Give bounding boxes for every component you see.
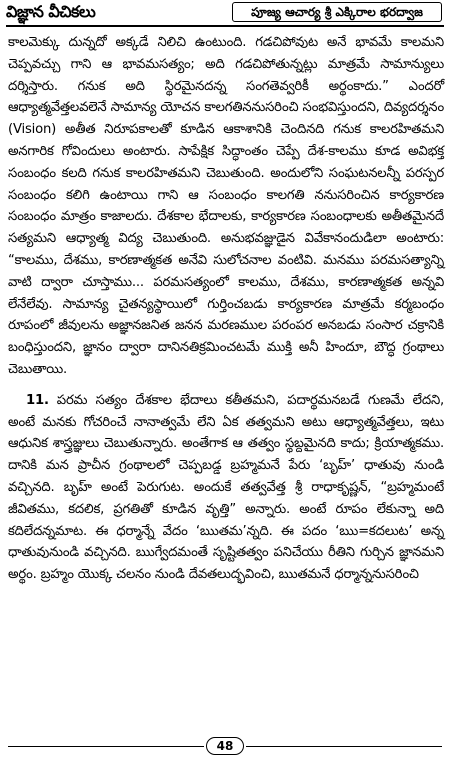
- footer-rule-right: [246, 746, 442, 747]
- paragraph-number: 11.: [26, 392, 49, 408]
- paragraph-continued: [8, 32, 444, 381]
- author-name-box: పూజ్య ఆచార్య శ్రీ ఎక్కిరాల భరద్వాజ: [232, 2, 442, 22]
- page-number: 48: [206, 737, 244, 755]
- page-header: [0, 0, 450, 30]
- header-rule: [6, 25, 444, 27]
- body-text: [8, 32, 444, 586]
- paragraph-11: [8, 390, 444, 586]
- book-title: విజ్ఞాన వీచికలు: [6, 2, 96, 21]
- footer-rule-left: [8, 746, 204, 747]
- paragraph-text: కాలమెక్కు దున్నదో అక్కడే నిలిచి ఉంటుంది. గడచిపోవుట అనే భావమే కాలమని చెప్పవచ్చు గాని ఆ భావమసత్యం; అది గడచిపోతున్నట్లు మాత్రమే సామాన్యులు దర్శిస్తారు. గనుక అది స్థిరమైనదన్న సంగతెవ్వరికీ అర్థంకాదు.” ఎందరో ఆధ్యాత్మవేత్తలవలెనే సామాన్య యోచన కాలగతిననుసరించి సంభవిస్తుందని, దివ్యదర్శనం (Vision) అతీత నిరూపకాలతో కూడిన ఆకాశానికి చెందినది గనుక కాలరహితమని అనగారిక గోవిందులు అంటారు. సాపేక్షిక సిద్ధాంతం చెప్పే దేశ-కాలము కూడ అవిభక్త సంబంధం కలది గనుక కాలరహితమని చెబుతుంది. అందులోని సంఘటనలన్నీ పరస్పర సంబంధం కలిగి ఉంటాయి గాని ఆ సంబంధం కాలగతి ననుసరించిన కార్యకారణ సంబంధం మాత్రం కాజాలదు. దేశకాల భేదాలకు, కార్యకారణ సంబంధాలకు అతీతమైనదే సత్యమని ఆధ్యాత్మ విద్య చెబుతుంది. అనుభవజ్ఞుడైన వివేకానందుడిలా అంటారు: “కాలము, దేశము, కారణాత్మకత అనేవి సులోచనాల వంటివి. మనము పరమసత్యాన్ని వాటి ద్వారా చూస్తాము... పరమసత్యంలో కాలము, దేశము, కారణాత్మకత అన్నవి లేనేలేవు. సామాన్య చైతన్యస్థాయిలో గుర్తించబడు కార్యకారణ మాత్రమే కర్మబంధం రూపంలో జీవులను అజ్ఞానజనిత జనన మరణముల పరంపర అనబడు సంసార చక్రానికి బంధిస్తుందని, జ్ఞానం ద్వారా దానినతిక్రమించటమే ముక్తి అనీ హిందూ, బౌద్ధ గ్రంథాలు చెబుతాయి.: [8, 35, 444, 377]
- paragraph-text: పరమ సత్యం దేశకాల భేదాలు కతీతమని, పదార్థమనబడే గుణమే లేదని, అంటే మనకు గోచరించే నానాత్వమే లేని ఏక తత్వమని అటు ఆధ్యాత్మవేత్తలు, ఇటు ఆధునిక శాస్త్రజ్ఞులు చెబుతున్నారు. అంతేగాక ఆ తత్వం స్థబ్దమైనది కాదు; క్రియాత్మకము. దానికి మన ప్రాచీన గ్రంథాలలో చెప్పబడ్డ బ్రహ్మమనే పేరు ‘బృహ్’ ధాతువు నుండి వచ్చినది. బృహ్ అంటే పెరుగుట. అందుకే తత్వవేత్త శ్రీ రాధాకృష్ణన్, “బ్రహ్మమంటే జీవితము, కదలిక, ప్రగతితో కూడిన వృత్తి” అన్నారు. అంటే రూపం లేకున్నా అది కదిలేదన్నమాట. ఈ ధర్మాన్నే వేదం ‘ఋతమ’న్నది. ఈ పదం ‘ఋ=కదలుట’ అన్న ధాతువునుండి వచ్చినది. ఋగ్వేదమంతే సృష్టితత్వం పనిచేయు రీతిని గుర్చిన జ్ఞానమని అర్థం. బ్రహ్మం యొక్క చలనం నుండి దేవతలుద్భవించి, ఋతమనే ధర్మాన్ననుసరించి: [8, 392, 444, 583]
